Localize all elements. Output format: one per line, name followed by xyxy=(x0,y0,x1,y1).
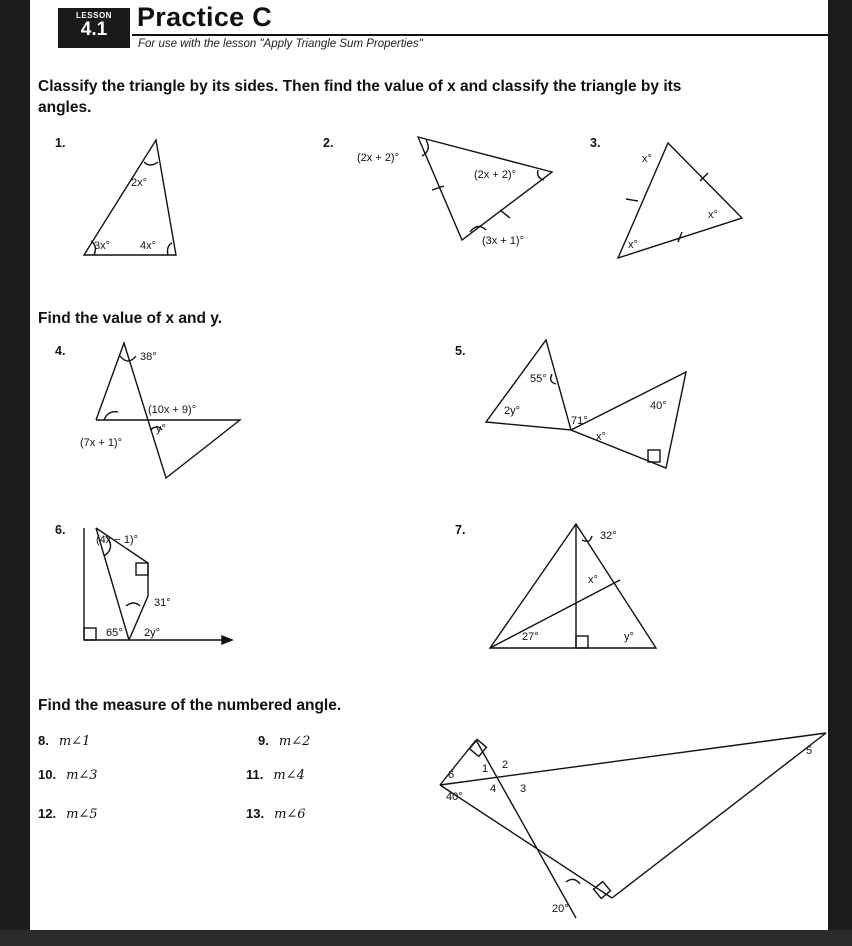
fig6-label-65: 65° xyxy=(106,627,123,639)
fig7-label-x: x° xyxy=(588,574,598,586)
problem-1-number: 1. xyxy=(55,136,66,150)
item-10-expr: m∠3 xyxy=(66,768,98,783)
instruction-numbered-angle: Find the measure of the numbered angle. xyxy=(38,697,342,714)
problem-2-number: 2. xyxy=(323,136,334,150)
item-12-number: 12. xyxy=(38,806,57,821)
fig1-label-right: 4x° xyxy=(140,240,157,252)
fig4-label-top: 38° xyxy=(140,351,157,363)
fig7-label-32: 32° xyxy=(600,530,617,542)
fig1-label-top: 2x° xyxy=(131,177,148,189)
instruction-find-xy: Find the value of x and y. xyxy=(38,310,223,327)
fig8-label-3: 3 xyxy=(520,783,527,795)
item-11-number: 11. xyxy=(246,767,264,782)
fig8-label-2: 2 xyxy=(502,759,509,771)
fig5-label-x: x° xyxy=(596,431,606,443)
problem-3-number: 3. xyxy=(590,136,601,150)
item-12-expr: m∠5 xyxy=(66,807,98,822)
fig4-label-mid: (10x + 9)° xyxy=(148,404,197,416)
fig2-label-right: (2x + 2)° xyxy=(474,169,516,181)
figure-7-triangle xyxy=(490,524,656,648)
item-8-number: 8. xyxy=(38,733,49,748)
lesson-label: LESSON xyxy=(76,11,112,20)
item-13-expr: m∠6 xyxy=(274,807,306,822)
figure-3-triangle xyxy=(618,143,742,258)
item-11-expr: m∠4 xyxy=(273,768,305,783)
item-10-number: 10. xyxy=(38,767,57,782)
fig5-label-71: 71° xyxy=(571,415,588,427)
lesson-number: 4.1 xyxy=(80,19,108,40)
fig7-label-27: 27° xyxy=(522,631,539,643)
fig8-label-40: 40° xyxy=(446,791,463,803)
fig6-label-top: (4x − 1)° xyxy=(96,534,138,546)
figure-5-triangles xyxy=(486,340,686,468)
fig8-label-4: 4 xyxy=(490,783,497,795)
problem-5-number: 5. xyxy=(455,344,466,358)
fig5-label-2y: 2y° xyxy=(504,405,521,417)
fig7-label-y: y° xyxy=(624,631,634,643)
figure-6-triangles xyxy=(84,528,232,644)
figure-1-triangle xyxy=(84,140,176,255)
fig6-label-31: 31° xyxy=(154,597,171,609)
fig2-label-bottom: (3x + 1)° xyxy=(482,235,524,247)
fig3-label-right: x° xyxy=(708,209,718,221)
fig8-label-20: 20° xyxy=(552,903,569,915)
fig8-label-1: 1 xyxy=(482,763,489,775)
item-8-expr: m∠1 xyxy=(58,734,91,749)
fig5-label-40: 40° xyxy=(650,400,667,412)
fig1-label-left: 3x° xyxy=(94,240,111,252)
figure-4-triangles xyxy=(80,343,240,478)
instruction-classify: Classify the triangle by its sides. Then find the value of x and classify the triangle by its angles. xyxy=(38,78,682,116)
page-title: Practice C xyxy=(137,2,273,32)
item-13-number: 13. xyxy=(246,806,265,821)
figure-2-triangle xyxy=(357,137,552,247)
figure-numbered-angles xyxy=(440,733,826,918)
fig5-label-55: 55° xyxy=(530,373,547,385)
problem-6-number: 6. xyxy=(55,523,66,537)
fig6-label-2y: 2y° xyxy=(144,627,161,639)
fig2-label-top: (2x + 2)° xyxy=(357,152,399,164)
fig8-label-5: 5 xyxy=(806,745,813,757)
fig3-label-left: x° xyxy=(628,239,638,251)
page-subtitle: For use with the lesson "Apply Triangle Sum Properties" xyxy=(138,38,423,50)
fig8-label-6: 6 xyxy=(448,769,455,781)
item-9-number: 9. xyxy=(258,733,269,748)
problem-4-number: 4. xyxy=(55,344,66,358)
fig4-label-y: y° xyxy=(156,423,166,435)
fig3-label-top: x° xyxy=(642,153,652,165)
item-9-expr: m∠2 xyxy=(278,734,311,749)
problem-7-number: 7. xyxy=(455,523,466,537)
fig4-label-left: (7x + 1)° xyxy=(80,437,122,449)
